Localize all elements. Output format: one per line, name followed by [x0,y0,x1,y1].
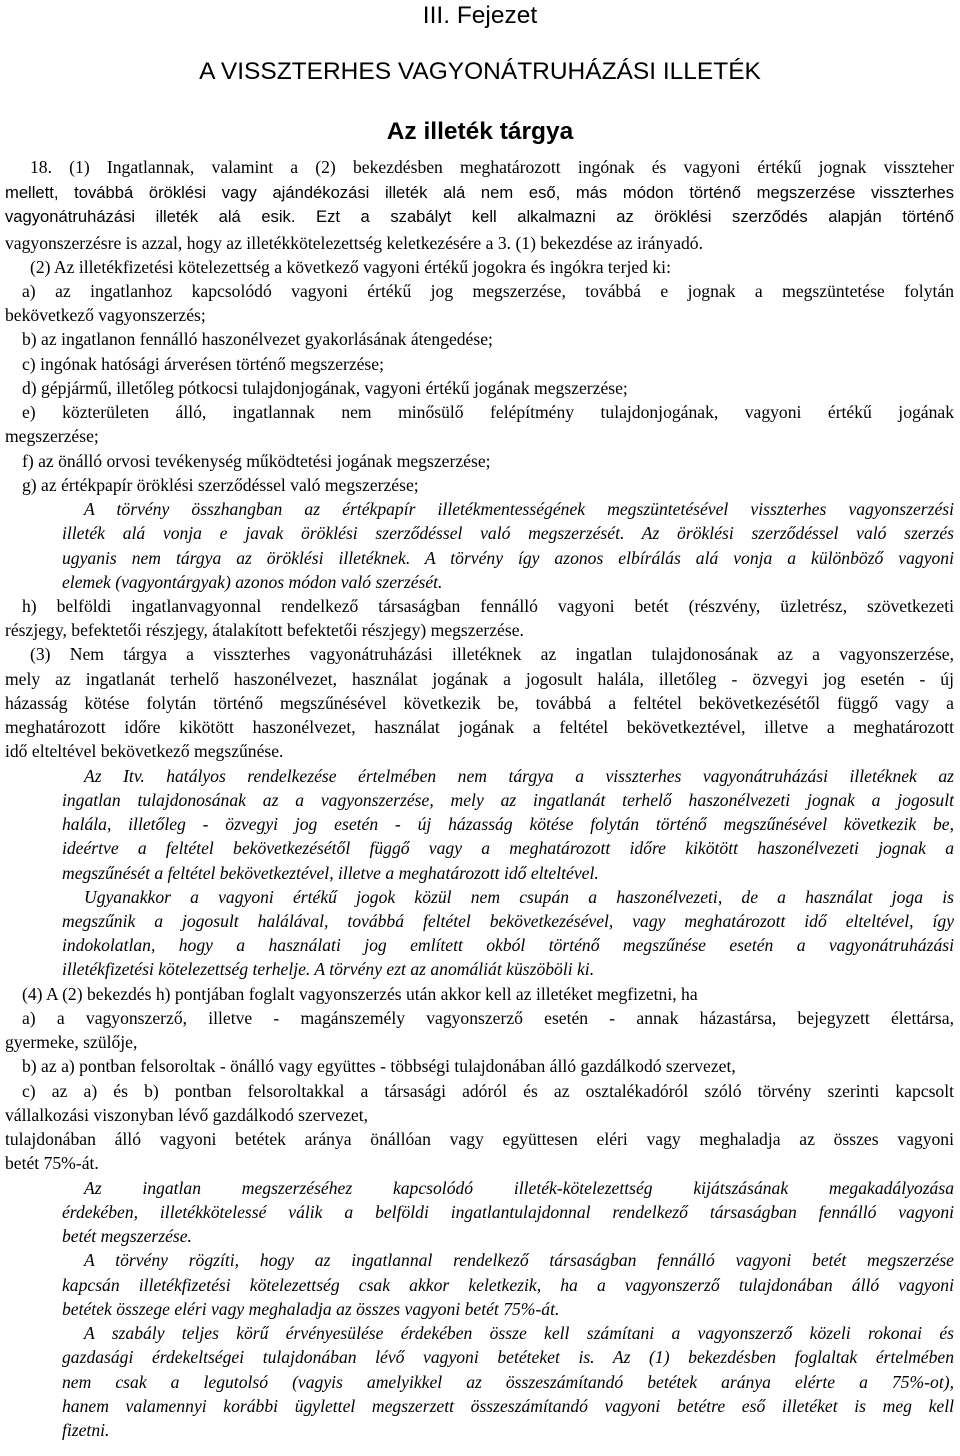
text-line: c) az a) és b) pontban felsoroltakkal a társasági adóról és az osztalékadóról szóló törvény szerinti kapcsolt [22,1081,954,1101]
text-line: vagyonátruházási illeték alá esik. Ezt a szabályt kell alkalmazni az öröklési szerződés alapján történő [5,207,954,226]
chapter-heading: III. Fejezet [422,2,538,29]
text-line: bekövetkező vagyonszerzés; [5,305,206,325]
text-line: halála, illetőleg - özvegyi jog esetén - új házasság kötése folytán történő megszűnésével következik be, [62,814,954,834]
text-line: tulajdonában álló vagyoni betétek aránya önállóan vagy együttesen eléri vagy meghaladja az összes vagyoni [5,1129,954,1149]
text-line: házasság kötése folytán történő megszűnésével következik be, továbbá a feltétel bekövetkezésétől függő vagy a [5,693,954,713]
text-line: d) gépjármű, illetőleg pótkocsi tulajdonjogának, vagyoni értékű jogának megszerzése; [22,378,628,398]
text-line: (3) Nem tárgya a visszterhes vagyonátruházási illetéknek az ingatlan tulajdonosának az a vagyonszerzése, [30,644,954,664]
text-line: h) belföldi ingatlanvagyonnal rendelkező társaságban fennálló vagyoni betét (részvény, üzletrész, szövetkezeti [22,596,954,616]
text-line: ideértve a feltétel bekövetkezésétől függő vagy a meghatározott időre kikötött haszonélvezeti jognak a [62,838,954,858]
text-line: gyermeke, szülője, [5,1032,138,1052]
text-line: mely az ingatlanát terhelő haszonélvezet, használat jogának a jogosult halála, illetőleg - özvegyi jog esetén - új [5,669,954,689]
text-line: meghatározott időre kikötött haszonélvezet, használat jogának a feltétel bekövetkeztével, illetve a meghatározott [5,717,954,737]
text-line: vállalkozási viszonyban lévő gazdálkodó szervezet, [5,1105,368,1125]
text-line: illetékfizetési kötelezettség terhelje. A törvény ezt az anomáliát küszöböli ki. [62,959,595,979]
text-line: megszűnését a feltétel bekövetkeztével, illetve a meghatározott idő elteltével. [62,863,599,883]
section-subtitle: Az illeték tárgya [386,118,574,145]
text-line: (4) A (2) bekezdés h) pontjában foglalt vagyonszerzés után akkor kell az illetéket megfizetni, ha [22,984,698,1004]
text-line: A szabály teljes körű érvényesülése érdekében össze kell számítani a vagyonszerző közeli rokonai és [84,1323,954,1343]
text-line: ugyanis nem tárgya az öröklési illetéknek. A törvény így azonos elbírálás alá vonja a különböző vagyoni [62,548,954,568]
text-line: megszűnik a jogosult halálával, továbbá feltétel bekövetkezésével, vagy meghatározott idő elteltével, így [62,911,954,931]
text-line: gazdasági érdekeltségei tulajdonában lévő vagyoni betéteket is. Az (1) bekezdésben foglaltak értelmében [62,1347,954,1367]
text-line: (2) Az illetékfizetési kötelezettség a következő vagyoni értékű jogokra és ingókra terjed ki: [30,257,671,277]
text-line: idő elteltével bekövetkező megszűnése. [5,741,284,761]
text-line: a) az ingatlanhoz kapcsolódó vagyoni értékű jog megszerzése, továbbá e jognak a megszüntetése folytán [22,281,954,301]
document-title: A VISSZTERHES VAGYONÁTRUHÁZÁSI ILLETÉK [199,58,761,85]
text-line: vagyonszerzésre is azzal, hogy az illetékkötelezettség keletkezésére a 3. (1) bekezdése az irányadó. [5,233,704,253]
text-line: részjegy, befektetői részjegy, átalakított befektetői részjegy) megszerzése. [5,620,524,640]
text-line: ingatlan tulajdonosának az a vagyonszerzése, mely az ingatlanát terhelő haszonélvezeti jognak a jogosult [62,790,954,810]
text-line: betétek összege eléri vagy meghaladja az összes vagyoni betét 75%-át. [62,1299,560,1319]
text-line: b) az a) pontban felsoroltak - önálló vagy együttes - többségi tulajdonában álló gazdálkodó szervezet, [22,1056,736,1076]
text-line: kapcsán illetékfizetési kötelezettség csak akkor keletkezik, ha a vagyonszerző tulajdonában álló vagyoni [62,1275,954,1295]
text-line: f) az önálló orvosi tevékenység működtetési jogának megszerzése; [22,451,491,471]
text-line: g) az értékpapír öröklési szerződéssel való megszerzése; [22,475,419,495]
text-line: mellett, továbbá öröklési vagy ajándékozási illeték alá nem eső, más módon történő megszerzése visszterhes [5,183,954,202]
text-line: indokolatlan, hogy a használati jog említett okból történő megszűnése esetén a vagyonátruházási [62,935,954,955]
text-line: Ugyanakkor a vagyoni értékű jogok közül nem csupán a haszonélvezeti, de a használat joga is [84,887,954,907]
text-line: elemek (vagyontárgyak) azonos módon való szerzését. [62,572,443,592]
text-line: megszerzése; [5,426,99,446]
text-line: érdekében, illetékkötelessé válik a belföldi ingatlantulajdonnal rendelkező társaságban fennálló vagyoni [62,1202,954,1222]
text-line: betét megszerzése. [62,1226,192,1246]
text-line: a) a vagyonszerző, illetve - magánszemély vagyonszerző esetén - annak házastársa, bejegyzett élettársa, [22,1008,954,1028]
text-line: hanem valamennyi korábbi ügylettel megszerzett összeszámítandó vagyoni betétre eső illetéket is meg kell [62,1396,954,1416]
text-line: c) ingónak hatósági árverésen történő megszerzése; [22,354,384,374]
text-line: A törvény összhangban az értékpapír illetékmentességének megszüntetésével visszterhes vagyonszerzési [84,499,954,519]
text-line: b) az ingatlanon fennálló haszonélvezet gyakorlásának átengedése; [22,329,493,349]
text-line: nem csak a legutolsó (vagyis amelyikkel az összeszámítandó betétek aránya elérte a 75%-ot), [62,1372,954,1392]
text-line: illeték alá vonja e javak öröklési szerződéssel való megszerzését. Az öröklési szerződéssel való szerzés [62,523,954,543]
text-line: Az ingatlan megszerzéséhez kapcsolódó illeték-kötelezettség kijátszásának megakadályozása [84,1178,954,1198]
text-line: A törvény rögzíti, hogy az ingatlannal rendelkező társaságban fennálló vagyoni betét megszerzése [84,1250,954,1270]
text-line: 18. (1) Ingatlannak, valamint a (2) bekezdésben meghatározott ingónak és vagyoni értékű jognak visszteher [30,157,954,177]
text-line: Az Itv. hatályos rendelkezése értelmében nem tárgya a visszterhes vagyonátruházási illetéknek az [84,766,954,786]
text-line: fizetni. [62,1420,110,1440]
text-line: e) közterületen álló, ingatlannak nem minősülő felépítmény tulajdonjogának, vagyoni értékű jogának [22,402,954,422]
text-line: betét 75%-át. [5,1153,99,1173]
